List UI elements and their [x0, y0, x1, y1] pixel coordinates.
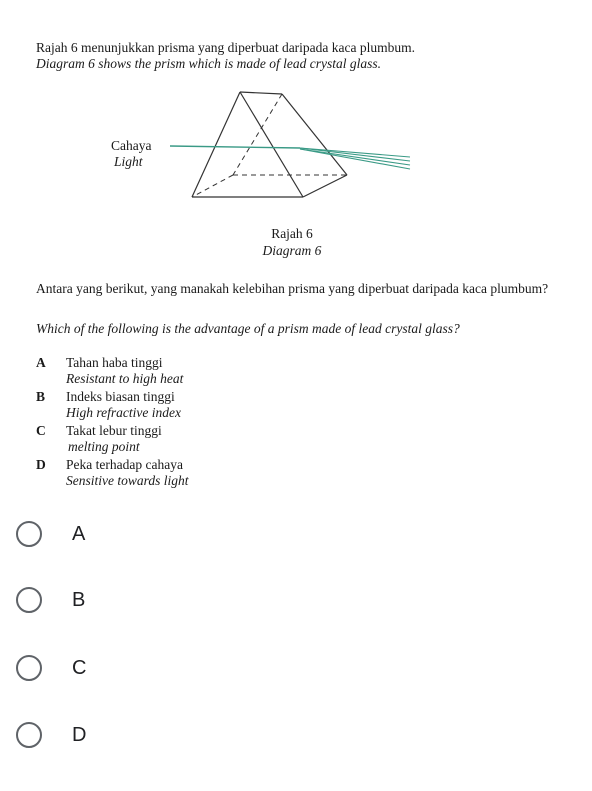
answer-choice-d[interactable]	[16, 715, 316, 755]
option-d	[36, 457, 189, 489]
radio-button-d[interactable]	[16, 722, 42, 748]
radio-button-c[interactable]	[16, 655, 42, 681]
refracted-ray-3	[300, 149, 410, 165]
answer-choice-b-label: B	[72, 588, 86, 611]
answer-choice-c[interactable]	[16, 648, 316, 688]
option-a-malay: Tahan haba tinggi	[66, 355, 163, 370]
option-c-malay: Takat lebur tinggi	[66, 423, 162, 438]
prism-back-edge-depth	[192, 175, 233, 197]
option-a-letter: A	[36, 355, 46, 370]
option-b	[36, 389, 181, 421]
option-b-letter: B	[36, 389, 46, 404]
prism-back-right-edge	[282, 94, 347, 175]
question-stem-malay: Antara yang berikut, yang manakah kelebihan prisma yang diperbuat daripada kaca plumbum?	[36, 281, 549, 296]
light-label-english: Light	[114, 154, 143, 169]
answer-choice-a-label: A	[72, 522, 86, 545]
question-stem-english: Which of the following is the advantage of a prism made of lead crystal glass?	[36, 321, 460, 336]
option-b-english: High refractive index	[66, 405, 181, 420]
prism-back-edge-left	[233, 94, 282, 175]
prism-bottom-right-edge	[303, 175, 347, 197]
option-a	[36, 355, 183, 387]
prism-top-edge	[240, 92, 282, 94]
intro-english: Diagram 6 shows the prism which is made of lead crystal glass.	[36, 56, 382, 71]
option-b-malay: Indeks biasan tinggi	[66, 389, 175, 404]
option-c	[36, 423, 162, 455]
answer-choice-a[interactable]	[16, 514, 316, 554]
option-d-malay: Peka terhadap cahaya	[66, 457, 183, 472]
answer-choice-d-label: D	[72, 723, 87, 746]
option-c-english: melting point	[68, 439, 140, 454]
prism-illustration	[0, 80, 592, 220]
radio-button-b[interactable]	[16, 587, 42, 613]
figure-caption-malay: Rajah 6	[271, 226, 313, 241]
refracted-light-rays	[300, 148, 410, 169]
incident-light-ray	[170, 146, 300, 148]
figure-caption-english: Diagram 6	[262, 243, 322, 258]
light-label-malay: Cahaya	[111, 138, 152, 153]
option-d-english: Sensitive towards light	[66, 473, 189, 488]
answer-choice-c-label: C	[72, 656, 87, 679]
answer-choice-b[interactable]	[16, 580, 316, 620]
option-d-letter: D	[36, 457, 46, 472]
prism-front-left-edge	[192, 92, 240, 197]
radio-button-a[interactable]	[16, 521, 42, 547]
intro-malay: Rajah 6 menunjukkan prisma yang diperbuat daripada kaca plumbum.	[36, 40, 416, 55]
prism-diagram	[0, 80, 592, 220]
option-a-english: Resistant to high heat	[66, 371, 184, 386]
option-c-letter: C	[36, 423, 46, 438]
